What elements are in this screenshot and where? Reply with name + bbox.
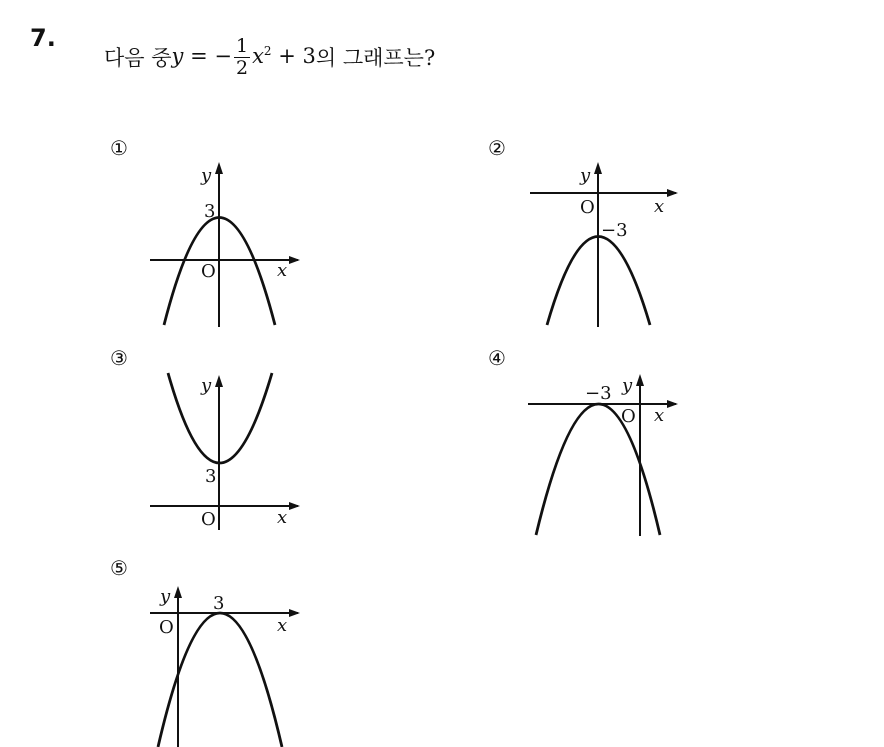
intercept-label: 3 bbox=[205, 466, 217, 487]
stem-prefix: 다음 중 bbox=[104, 46, 172, 70]
intercept-label: −3 bbox=[585, 383, 612, 404]
eq-constant: + 3 bbox=[271, 43, 316, 68]
y-axis-label: y bbox=[622, 375, 633, 396]
y-axis-arrow-icon bbox=[594, 162, 602, 174]
x-axis-label: x bbox=[654, 196, 665, 217]
x-axis-arrow-icon bbox=[667, 189, 678, 197]
x-axis-label: x bbox=[277, 615, 288, 636]
choice-4-label[interactable]: ④ bbox=[488, 346, 506, 370]
intercept-label: −3 bbox=[601, 220, 628, 241]
question-number: 7. bbox=[30, 24, 56, 52]
frac-numerator: 1 bbox=[235, 34, 249, 57]
x-axis-arrow-icon bbox=[289, 502, 300, 510]
origin-label: O bbox=[621, 406, 636, 427]
y-axis-arrow-icon bbox=[215, 162, 223, 174]
x-axis-label: x bbox=[277, 260, 288, 281]
origin-label: O bbox=[201, 261, 216, 282]
x-axis-label: x bbox=[654, 405, 665, 426]
graph-choice-2[interactable] bbox=[520, 158, 690, 333]
y-axis-label: y bbox=[160, 586, 171, 607]
stem-suffix: 의 그래프는? bbox=[315, 46, 436, 70]
origin-label: O bbox=[580, 197, 595, 218]
graph-choice-3[interactable] bbox=[140, 368, 310, 533]
x-axis-arrow-icon bbox=[667, 400, 678, 408]
equation bbox=[172, 36, 316, 79]
y-axis-label: y bbox=[201, 165, 212, 186]
frac-denominator: 2 bbox=[235, 56, 249, 79]
x-axis-arrow-icon bbox=[289, 256, 300, 264]
parabola-curve bbox=[536, 404, 660, 535]
origin-label: O bbox=[201, 509, 216, 530]
y-axis-arrow-icon bbox=[215, 375, 223, 387]
intercept-label: 3 bbox=[213, 593, 225, 614]
choice-2-label[interactable]: ② bbox=[488, 136, 506, 160]
eq-fraction bbox=[234, 36, 250, 79]
graph-choice-4[interactable] bbox=[520, 368, 690, 543]
y-axis-label: y bbox=[580, 165, 591, 186]
eq-equals: = − bbox=[183, 43, 232, 68]
origin-label: O bbox=[159, 617, 174, 638]
x-axis-label: x bbox=[277, 507, 288, 528]
eq-exponent: 2 bbox=[263, 43, 272, 58]
x-axis-arrow-icon bbox=[289, 609, 300, 617]
graph-choice-5[interactable] bbox=[145, 578, 310, 747]
intercept-label: 3 bbox=[204, 201, 216, 222]
choice-5-label[interactable]: ⑤ bbox=[110, 556, 128, 580]
graph-choice-1[interactable] bbox=[140, 158, 310, 333]
parabola-curve bbox=[158, 613, 282, 747]
choice-1-label[interactable]: ① bbox=[110, 136, 128, 160]
y-axis-arrow-icon bbox=[636, 374, 644, 386]
eq-var-y: y bbox=[171, 43, 184, 68]
choice-3-label[interactable]: ③ bbox=[110, 346, 128, 370]
y-axis-arrow-icon bbox=[174, 586, 182, 598]
eq-var-x: x bbox=[252, 43, 264, 68]
y-axis-label: y bbox=[201, 375, 212, 396]
question-stem bbox=[104, 22, 435, 92]
